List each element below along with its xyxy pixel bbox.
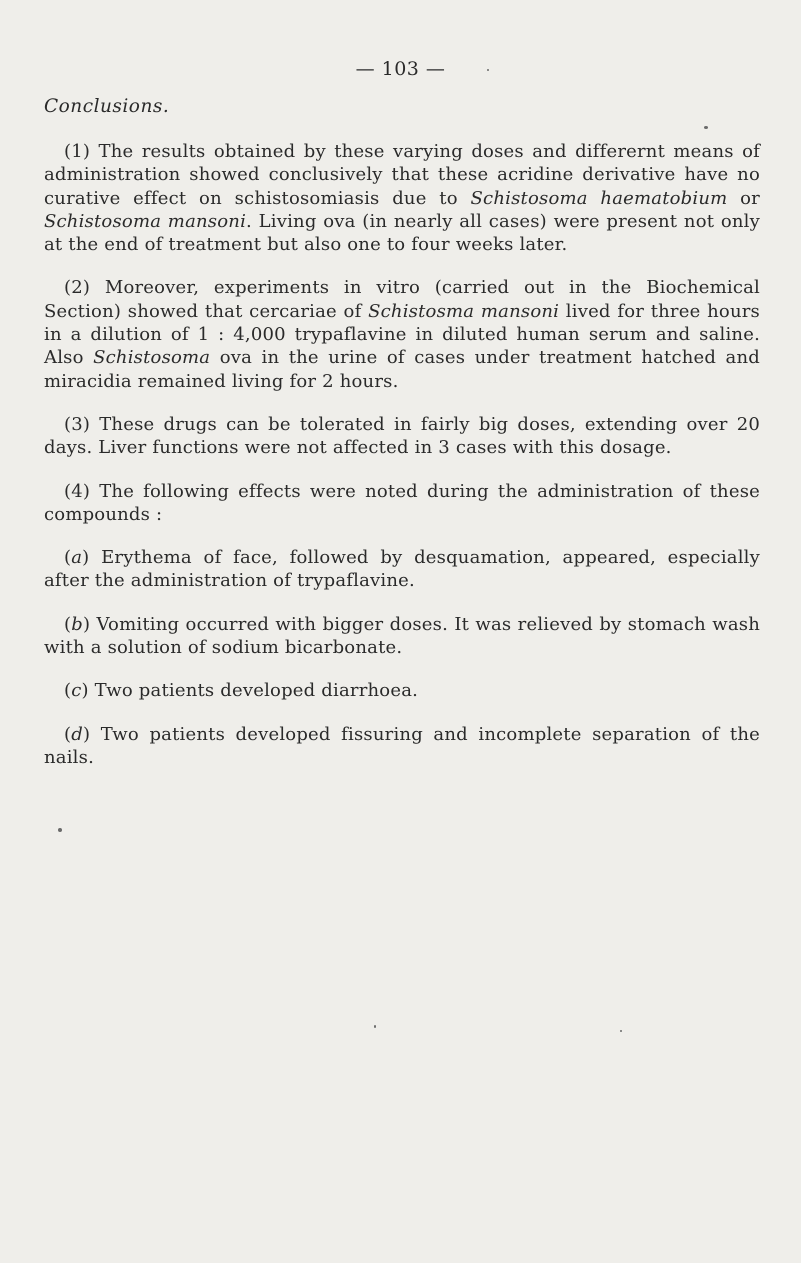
- sub-item-letter: a: [71, 547, 83, 569]
- sub-item-open: (: [64, 680, 72, 702]
- scan-speck: [487, 69, 489, 71]
- sub-item-letter: d: [71, 723, 83, 745]
- page-number: — 103 —: [355, 58, 446, 80]
- species-name: Schistosoma mansoni: [44, 210, 247, 232]
- sub-item-a: [44, 546, 760, 593]
- species-name: Schistosma mansoni: [368, 300, 560, 322]
- species-name: Schistosoma: [93, 347, 211, 369]
- sub-item-d: [44, 723, 760, 770]
- text-segment: (1) The results obtained by these varying doses and differernt means of administration showed conclusively that these acridine derivative have no curative effect on schistosomiasis due to: [44, 141, 760, 209]
- sub-item-close: ): [82, 613, 91, 635]
- species-name: Schistosoma haematobium: [470, 187, 728, 209]
- sub-item-text: Two patients developed fissuring and incomplete separation of the nails.: [44, 723, 760, 768]
- paragraph-1: [44, 140, 760, 256]
- scan-speck: [704, 126, 708, 129]
- paragraph-4: [44, 480, 760, 527]
- section-heading: Conclusions.: [44, 96, 170, 117]
- scan-speck: [620, 1030, 622, 1032]
- sub-item-open: (: [64, 613, 72, 635]
- text-segment: (3) These drugs can be tolerated in fairly big doses, extending over 20 days. Liver functions were not affected in 3 cases with this dosage.: [44, 413, 760, 459]
- sub-item-letter: b: [71, 613, 83, 635]
- sub-item-text: Vomiting occurred with bigger doses. It was relieved by stomach wash with a solution of sodium bicarbonate.: [44, 613, 760, 659]
- sub-item-close: ): [82, 723, 91, 745]
- scan-speck: [374, 1025, 376, 1028]
- paragraph-3: [44, 413, 760, 460]
- sub-item-c: [44, 679, 760, 702]
- sub-item-letter: c: [71, 680, 82, 702]
- paragraph-2: [44, 276, 760, 392]
- sub-item-text: Erythema of face, followed by desquamation, appeared, especially after the administration of trypaflavine.: [44, 547, 760, 592]
- text-segment: ova in the urine of cases under treatment hatched and miracidia remained living for 2 hours.: [44, 347, 760, 392]
- sub-item-open: (: [64, 547, 72, 569]
- text-segment: (2) Moreover, experiments in vitro (carried out in the Biochemical Section) showed that cercariae of: [44, 277, 760, 322]
- body-text: [44, 140, 760, 789]
- sub-item-close: ): [82, 547, 90, 569]
- sub-item-text: Two patients developed diarrhoea.: [88, 680, 419, 702]
- text-segment: or: [727, 187, 760, 209]
- text-segment: lived for three hours in a dilution of 1 : 4,000 trypaflavine in diluted human serum and saline. Also: [44, 300, 760, 369]
- scan-speck: [58, 828, 62, 832]
- sub-item-close: ): [81, 680, 89, 702]
- sub-item-open: (: [64, 723, 72, 745]
- sub-item-b: [44, 613, 760, 660]
- text-segment: (4) The following effects were noted during the administration of these compounds :: [44, 480, 760, 525]
- text-segment: . Living ova (in nearly all cases) were present not only at the end of treatment but also one to four weeks later.: [44, 210, 760, 256]
